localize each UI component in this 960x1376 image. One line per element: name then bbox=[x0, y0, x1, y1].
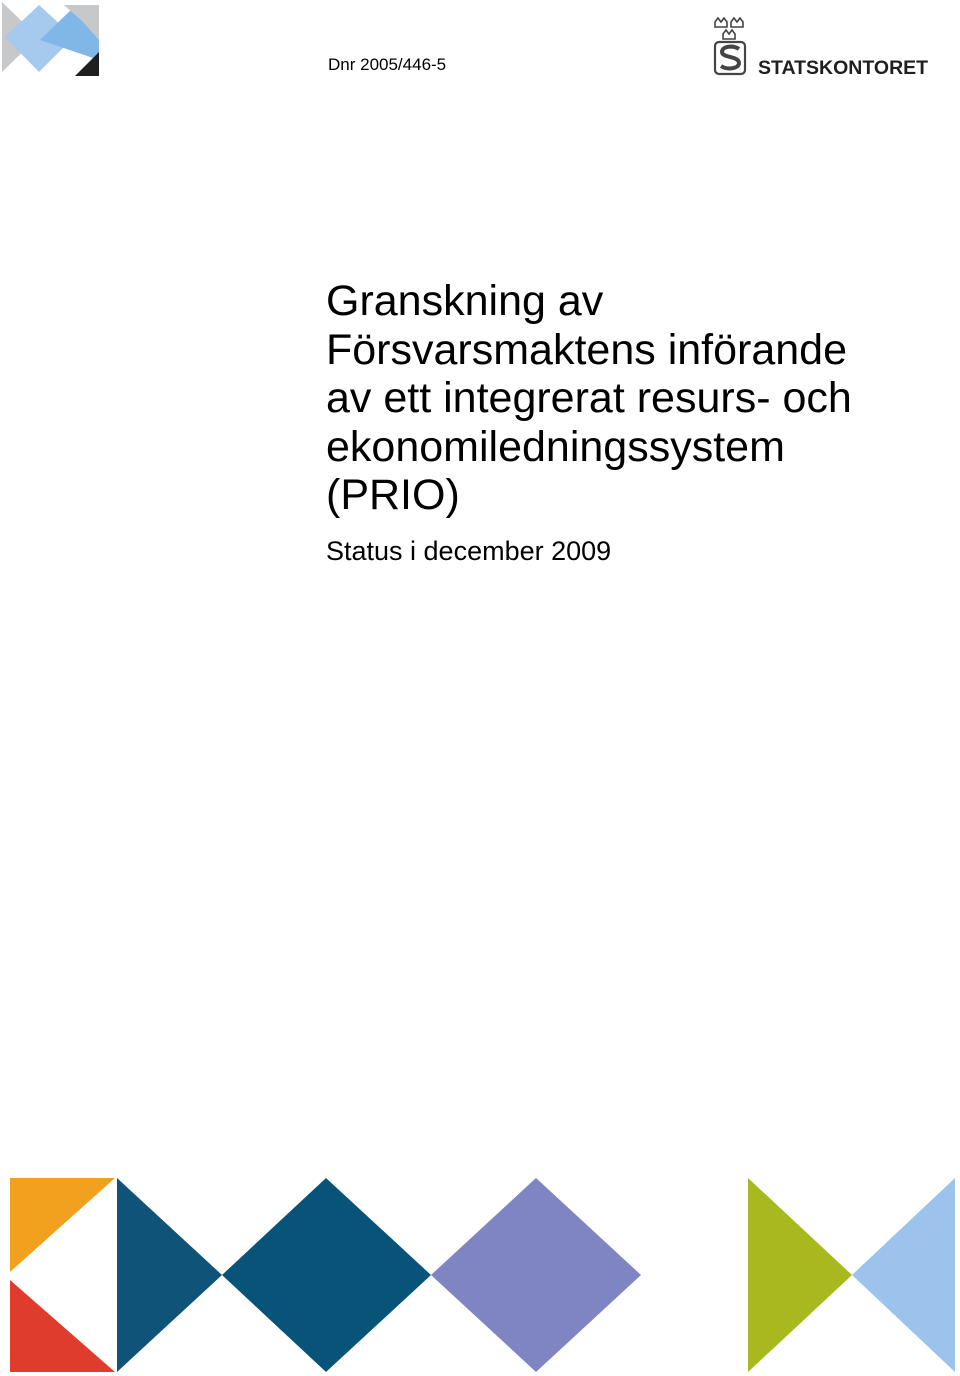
statskontoret-logo bbox=[712, 16, 934, 78]
lime-triangle bbox=[748, 1178, 852, 1372]
lavender-diamond bbox=[431, 1178, 641, 1372]
title-line-2: Försvarsmaktens införande bbox=[326, 325, 847, 374]
corner-diamond-logo bbox=[0, 0, 100, 78]
title-line-3: av ett integrerat resurs- och bbox=[326, 374, 852, 422]
statskontoret-wordmark: STATSKONTORET bbox=[758, 57, 929, 78]
dark-blue-half-diamond bbox=[117, 1178, 222, 1372]
title-line-5: (PRIO) bbox=[326, 471, 460, 519]
document-subtitle: Status i december 2009 bbox=[326, 536, 612, 566]
sky-blue-triangle bbox=[852, 1178, 955, 1372]
orange-triangle bbox=[10, 1178, 115, 1272]
document-title bbox=[326, 277, 926, 520]
bottom-geometric-band bbox=[0, 1170, 960, 1376]
red-triangle bbox=[10, 1280, 115, 1372]
dark-blue-diamond bbox=[222, 1178, 431, 1372]
document-number: Dnr 2005/446-5 bbox=[328, 55, 447, 74]
title-line-4: ekonomiledningssystem bbox=[326, 422, 785, 471]
title-line-1: Granskning av bbox=[326, 277, 604, 325]
